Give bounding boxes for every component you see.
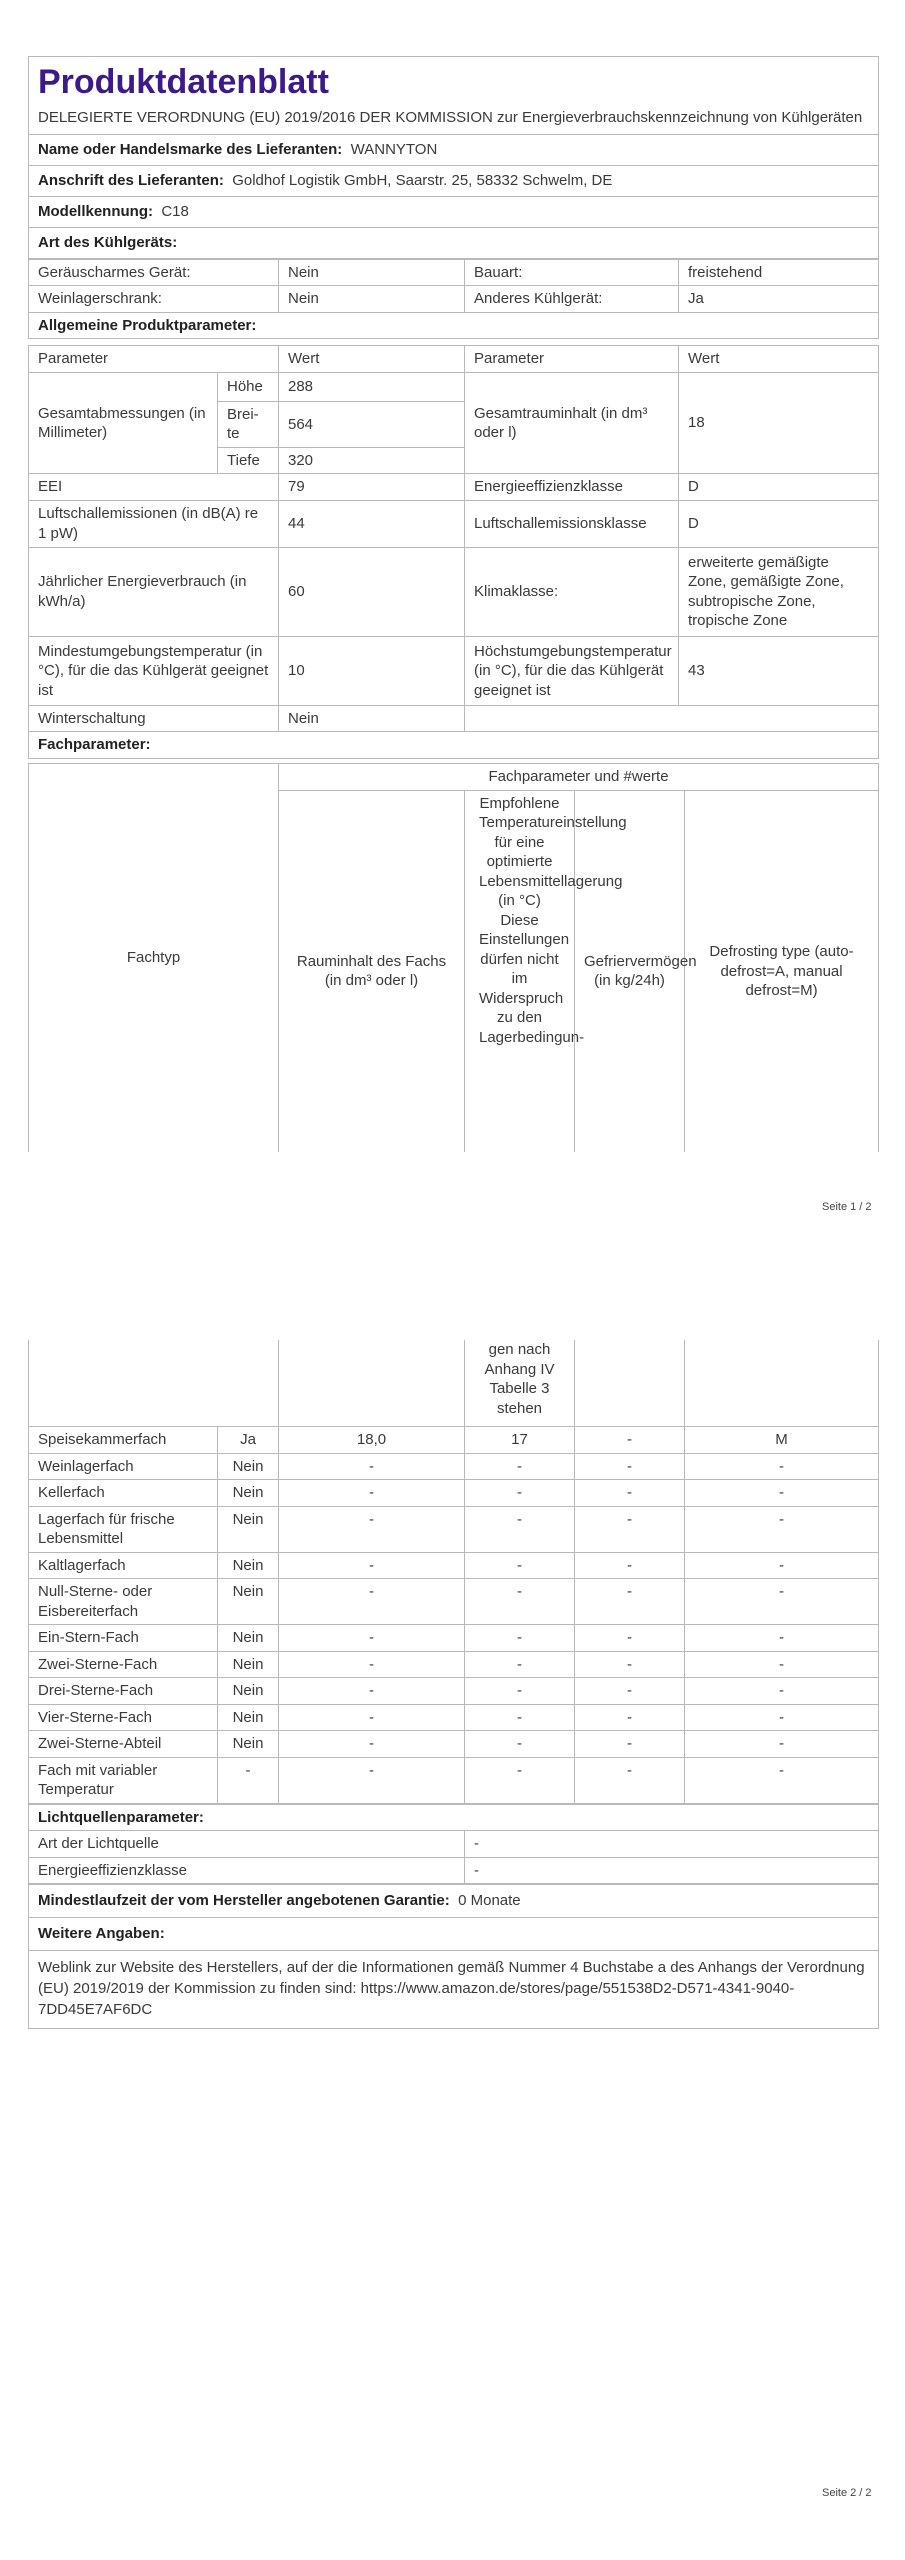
supplier-label: Name oder Handelsmarke des Lieferanten: — [38, 141, 343, 158]
volume-value: 18 — [679, 372, 879, 474]
compartment-freeze: - — [575, 1579, 685, 1625]
compartment-temp: - — [465, 1480, 575, 1507]
table-row — [29, 1731, 879, 1758]
compartment-temp: - — [465, 1678, 575, 1705]
supplier-value: WANNYTON — [350, 141, 438, 158]
page-title: Produktdatenblatt — [38, 63, 329, 101]
noise-label: Luftschallemissionen (in dB(A) re 1 pW) — [29, 500, 279, 547]
compartment-temp: - — [465, 1453, 575, 1480]
annual-energy-value: 60 — [279, 547, 465, 636]
noise-class-value: D — [679, 500, 879, 547]
compartment-name: Zwei-Sterne-Abteil — [29, 1731, 218, 1758]
low-noise-value: Nein — [279, 259, 465, 286]
compartment-freeze: - — [575, 1731, 685, 1758]
compartment-volume: - — [279, 1552, 465, 1579]
compartment-present: Nein — [218, 1552, 279, 1579]
volume-col-header: Rauminhalt des Fachs (in dm³ oder l) — [279, 790, 465, 1152]
light-table — [28, 1804, 879, 1885]
page-1 — [28, 56, 878, 1152]
compartment-temp: - — [465, 1757, 575, 1803]
compartment-name: Ein-Stern-Fach — [29, 1625, 218, 1652]
compartment-defrost: - — [685, 1757, 879, 1803]
compartment-name: Vier-Sterne-Fach — [29, 1704, 218, 1731]
model-label: Modellkennung: — [38, 203, 153, 220]
compartment-present: Nein — [218, 1651, 279, 1678]
compartment-volume: - — [279, 1678, 465, 1705]
type-table — [28, 259, 879, 340]
width-value: 564 — [279, 401, 465, 447]
compartment-temp: - — [465, 1625, 575, 1652]
compartment-present: Nein — [218, 1731, 279, 1758]
manufacturer-weblink-text: Weblink zur Website des Herstellers, auf der die Informationen gemäß Nummer 4 Buchstabe a des Anhangs der Verordnung (EU) 2019/2019 der Kommission zu finden sind: https://www.amazon.de/stores/page/551538D2-D571-4341-9040-7DD45E7AF6DC — [29, 1951, 879, 2029]
compartment-volume: 18,0 — [279, 1427, 465, 1454]
other-appliance-value: Ja — [679, 286, 879, 313]
compartment-volume: - — [279, 1480, 465, 1507]
table-row — [29, 1757, 879, 1803]
compartment-temp: - — [465, 1552, 575, 1579]
param-header-2: Parameter — [465, 346, 679, 373]
compartment-name: Kellerfach — [29, 1480, 218, 1507]
table-row — [29, 1453, 879, 1480]
compartment-name: Weinlagerfach — [29, 1453, 218, 1480]
compartment-present: Nein — [218, 1678, 279, 1705]
compartment-defrost: - — [685, 1704, 879, 1731]
compartment-present: Nein — [218, 1579, 279, 1625]
min-temp-label: Mindestumgebungstemperatur (in °C), für die das Kühlgerät geeignet ist — [29, 636, 279, 705]
table-row — [29, 1704, 879, 1731]
table-row — [29, 1651, 879, 1678]
compartment-volume: - — [279, 1757, 465, 1803]
address-value: Goldhof Logistik GmbH, Saarstr. 25, 58332 Schwelm, DE — [232, 172, 613, 189]
dimensions-label: Gesamtabmessungen (in Millimeter) — [29, 372, 218, 474]
compartment-name: Zwei-Sterne-Fach — [29, 1651, 218, 1678]
compartment-volume: - — [279, 1579, 465, 1625]
compartment-header-table — [28, 763, 879, 1152]
compartment-name: Null-Sterne- oder Eisbereiterfach — [29, 1579, 218, 1625]
param-header: Parameter — [29, 346, 279, 373]
depth-label: Tiefe — [218, 447, 279, 474]
compartment-defrost: - — [685, 1453, 879, 1480]
other-appliance-label: Anderes Kühlgerät: — [465, 286, 679, 313]
compartment-defrost: - — [685, 1678, 879, 1705]
max-temp-value: 43 — [679, 636, 879, 705]
climate-class-value: erweiterte gemäßigte Zone, gemäßigte Zone, subtropische Zone, tropische Zone — [679, 547, 879, 636]
compartment-freeze: - — [575, 1678, 685, 1705]
compartment-present: Nein — [218, 1506, 279, 1552]
volume-label: Gesamtrauminhalt (in dm³ oder l) — [465, 372, 679, 474]
compartment-defrost: - — [685, 1480, 879, 1507]
model-value: C18 — [161, 203, 189, 220]
height-value: 288 — [279, 372, 465, 401]
compartment-temp: - — [465, 1579, 575, 1625]
temp-col-header: Empfohlene Temperatureinstellung für eine optimierte Lebensmittellagerung (in °C) Diese Einstellungen dürfen nicht im Widerspruch zu den Lagerbedingun- — [465, 790, 575, 1152]
compartment-freeze: - — [575, 1453, 685, 1480]
table-row — [29, 1506, 879, 1552]
compartment-present: Ja — [218, 1427, 279, 1454]
footer-table — [28, 1884, 879, 2029]
freeze-col-header: Gefriervermögen (in kg/24h) — [575, 790, 685, 1152]
wine-cabinet-label: Weinlagerschrank: — [29, 286, 279, 313]
compartment-defrost: M — [685, 1427, 879, 1454]
eei-label: EEI — [29, 474, 279, 501]
type-section-heading: Art des Kühlgeräts: — [29, 227, 879, 258]
compartment-defrost: - — [685, 1651, 879, 1678]
compartment-volume: - — [279, 1453, 465, 1480]
temp-col-header-cont: gen nach Anhang IV Tabelle 3 stehen — [465, 1340, 575, 1427]
compartment-defrost: - — [685, 1506, 879, 1552]
light-class-label: Energieeffizienzklasse — [29, 1857, 465, 1884]
compartment-volume: - — [279, 1506, 465, 1552]
compartment-freeze: - — [575, 1427, 685, 1454]
noise-value: 44 — [279, 500, 465, 547]
compartment-temp: - — [465, 1651, 575, 1678]
low-noise-label: Geräuscharmes Gerät: — [29, 259, 279, 286]
table-row — [29, 1625, 879, 1652]
compartment-volume: - — [279, 1651, 465, 1678]
climate-class-label: Klimaklasse: — [465, 547, 679, 636]
design-label: Bauart: — [465, 259, 679, 286]
compartment-temp: - — [465, 1704, 575, 1731]
annual-energy-label: Jährlicher Energieverbrauch (in kWh/a) — [29, 547, 279, 636]
light-class-value: - — [465, 1857, 879, 1884]
compartment-present: Nein — [218, 1480, 279, 1507]
compartment-temp: 17 — [465, 1427, 575, 1454]
compartment-defrost: - — [685, 1552, 879, 1579]
header-table — [28, 56, 879, 259]
table-row — [29, 1427, 879, 1454]
compartment-table — [28, 1340, 879, 1804]
address-label: Anschrift des Lieferanten: — [38, 172, 224, 189]
value-header: Wert — [279, 346, 465, 373]
winter-label: Winterschaltung — [29, 705, 279, 732]
table-row — [29, 1579, 879, 1625]
compartment-freeze: - — [575, 1651, 685, 1678]
light-type-label: Art der Lichtquelle — [29, 1831, 465, 1858]
design-value: freistehend — [679, 259, 879, 286]
max-temp-label: Höchstumgebungstemperatur (in °C), für die das Kühlgerät geeignet ist — [465, 636, 679, 705]
compartment-freeze: - — [575, 1552, 685, 1579]
compartment-freeze: - — [575, 1480, 685, 1507]
regulation-subtitle: DELEGIERTE VERORDNUNG (EU) 2019/2016 DER KOMMISSION zur Energieverbrauchskennzeichnung von Kühlgeräten — [38, 108, 863, 126]
compartment-name: Kaltlagerfach — [29, 1552, 218, 1579]
compartment-name: Lagerfach für frische Lebensmittel — [29, 1506, 218, 1552]
compartment-present: Nein — [218, 1453, 279, 1480]
page-2 — [28, 1340, 878, 2029]
value-header-2: Wert — [679, 346, 879, 373]
compartment-name: Speisekammerfach — [29, 1427, 218, 1454]
eei-value: 79 — [279, 474, 465, 501]
compartment-volume: - — [279, 1704, 465, 1731]
compartment-volume: - — [279, 1731, 465, 1758]
page-number-1: Seite 1 / 2 — [822, 1201, 872, 1213]
table-row — [29, 1678, 879, 1705]
compartment-temp: - — [465, 1731, 575, 1758]
fach-section-heading: Fachparameter: — [29, 732, 879, 759]
noise-class-label: Luftschallemissionsklasse — [465, 500, 679, 547]
general-params-table — [28, 345, 879, 759]
warranty-value: 0 Monate — [458, 1892, 521, 1910]
compartment-defrost: - — [685, 1579, 879, 1625]
table-row — [29, 1480, 879, 1507]
compartment-freeze: - — [575, 1704, 685, 1731]
compartment-present: Nein — [218, 1625, 279, 1652]
warranty-label: Mindestlaufzeit der vom Hersteller angebotenen Garantie: — [38, 1892, 450, 1910]
depth-value: 320 — [279, 447, 465, 474]
compartment-volume: - — [279, 1625, 465, 1652]
compartment-freeze: - — [575, 1506, 685, 1552]
energy-class-value: D — [679, 474, 879, 501]
general-section-heading: Allgemeine Produktparameter: — [29, 312, 879, 339]
compartment-defrost: - — [685, 1625, 879, 1652]
compartment-present: Nein — [218, 1704, 279, 1731]
min-temp-value: 10 — [279, 636, 465, 705]
compartment-temp: - — [465, 1506, 575, 1552]
further-section-heading: Weitere Angaben: — [29, 1918, 879, 1951]
energy-class-label: Energieeffizienzklasse — [465, 474, 679, 501]
height-label: Höhe — [218, 372, 279, 401]
wine-cabinet-value: Nein — [279, 286, 465, 313]
compartment-name: Drei-Sterne-Fach — [29, 1678, 218, 1705]
compartment-name: Fach mit variabler Temperatur — [29, 1757, 218, 1803]
table-row — [29, 1552, 879, 1579]
compartment-present: - — [218, 1757, 279, 1803]
compartment-freeze: - — [575, 1625, 685, 1652]
winter-value: Nein — [279, 705, 465, 732]
light-type-value: - — [465, 1831, 879, 1858]
light-section-heading: Lichtquellenparameter: — [29, 1804, 879, 1831]
width-label: Brei-te — [218, 401, 279, 447]
fachtyp-header: Fachtyp — [29, 763, 279, 1152]
page-number-2: Seite 2 / 2 — [822, 2487, 872, 2499]
defrost-col-header: Defrosting type (auto-defrost=A, manual defrost=M) — [685, 790, 879, 1152]
compartment-defrost: - — [685, 1731, 879, 1758]
compartment-freeze: - — [575, 1757, 685, 1803]
fach-super-header: Fachparameter und #werte — [279, 763, 879, 790]
